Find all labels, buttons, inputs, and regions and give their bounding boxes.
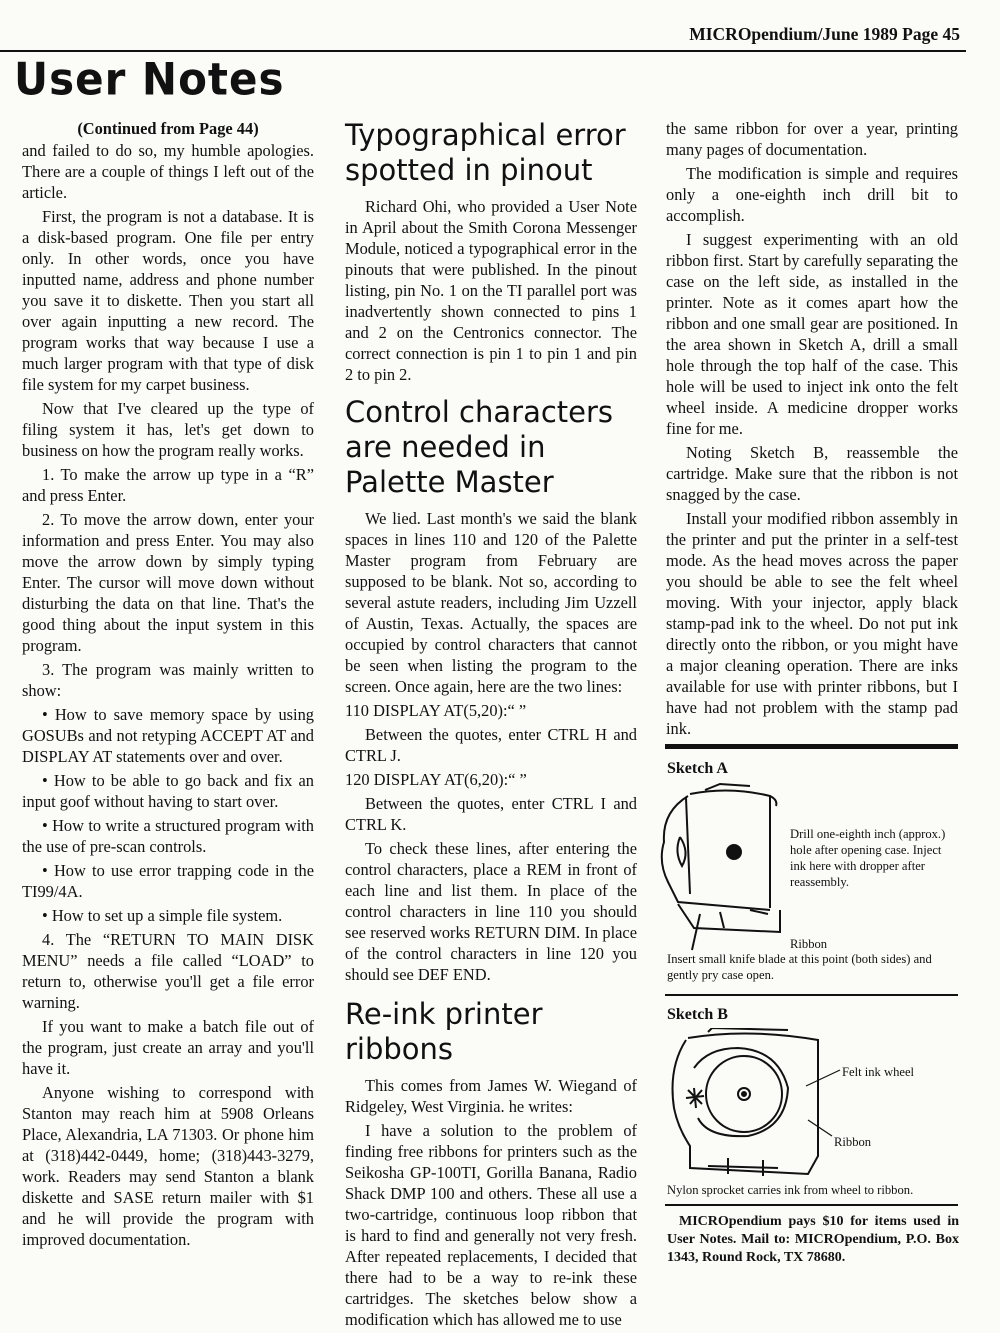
sketch-a-drawing [650,782,790,952]
paragraph: I suggest experimenting with an old ribbon first. Start by carefully separating the case on the left side, as installed in the printer. Note as it comes apart how the ribbon and one small gear are positioned. In the area shown in Sketch A, drill a small hole through the top half of the case. This hole will be used to inject ink onto the felt wheel inside. A medicine dropper works fine for me. [666,230,958,438]
paragraph: Noting Sketch B, reassemble the cartridge. Make sure that the ribbon is not snagged by the case. [666,443,958,504]
paragraph: Anyone wishing to correspond with Stanton may reach him at 5908 Orleans Place, Alexandria, LA 71303. Or phone him at (318)442-0449, home; (318)443-3279, work. Readers may send Stanton a blank diskette and SASE return mailer with $1 and he will provide the program with improved documentation. [22,1083,314,1249]
sketch-a-title: Sketch A [667,760,728,777]
paragraph: If you want to make a batch file out of the program, just create an array and you'll have it. [22,1017,314,1078]
paragraph: The modification is simple and requires only a one-eighth inch drill bit to accomplish. [666,164,958,225]
note-rule [665,1204,958,1206]
code-line-110: 110 DISPLAY AT(5,20):“ ” [345,701,527,720]
paragraph: To check these lines, after entering the control characters, place a REM in front of each line and list them. In place of the control characters in line 110 you should see reserved works RETURN DIM. In place of the control characters in line 120 you should see DEF END. [345,839,637,984]
paragraph: the same ribbon for over a year, printing many pages of documentation. [666,119,958,159]
paragraph: 2. To move the arrow down, enter your information and press Enter. You may also move the arrow down by simply typing Enter. The cursor will move down without disturbing the data on that line. That's the good thing about the input system in this program. [22,510,314,655]
sketch-b-title: Sketch B [667,1006,728,1023]
sketch-b-felt-label: Felt ink wheel [842,1065,915,1079]
sketch-a-ribbon-label: Ribbon [790,937,828,951]
bullet-item: • How to save memory space by using GOSUBs and not retyping ACCEPT AT and DISPLAY AT statements over and over. [22,705,314,766]
column-3 [666,118,958,742]
code-line-120: 120 DISPLAY AT(6,20):“ ” [345,770,527,789]
header-rule [0,50,966,52]
column-1 [22,118,314,1253]
paragraph: Now that I've cleared up the type of filing system it has, let's get down to business on how the program really works. [22,399,314,460]
bullet-item: • How to write a structured program with the use of pre-scan controls. [22,816,314,856]
bullet-item: • How to use error trapping code in the TI99/4A. [22,861,314,901]
paragraph: 4. The “RETURN TO MAIN DISK MENU” needs a file called “LOAD” to return to, otherwise you'll get a file error warning. [22,930,314,1012]
submission-note: MICROpendium pays $10 for items used in User Notes. Mail to: MICROpendium, P.O. Box 1343, Round Rock, TX 78680. [667,1214,959,1265]
paragraph: Richard Ohi, who provided a User Note in April about the Smith Corona Messenger Module, noticed a typographical error in the pinouts that were published. In the pinout listing, pin No. 1 on the TI parallel port was inadvertently shown connected to pins 1 and 2 on the Centronics connector. The correct connection is pin 1 to pin 1 and pin 2 to pin 2. [345,197,637,384]
headline-control-characters: Control characters are needed in Palette Master [345,395,614,499]
sketch-b-leaders [800,1060,844,1140]
sketch-b-rule [665,994,958,996]
paragraph: 3. The program was mainly written to show: [22,660,314,700]
bullet-item: • How to set up a simple file system. [42,906,283,925]
sketch-a-knife-label: Insert small knife blade at this point (both sides) and gently pry case open. [667,952,932,982]
paragraph: This comes from James W. Wiegand of Ridgeley, West Virginia. he writes: [345,1076,637,1116]
sketch-a-rule [665,744,958,749]
sketch-b-nylon-label: Nylon sprocket carries ink from wheel to ribbon. [667,1183,914,1197]
paragraph: Between the quotes, enter CTRL I and CTRL K. [345,794,637,834]
column-2 [345,118,637,1333]
paragraph: and failed to do so, my humble apologies. There are a couple of things I left out of the article. [22,141,314,202]
sketch-b-ribbon-label: Ribbon [834,1135,872,1149]
paragraph: 1. To make the arrow up type in a “R” and press Enter. [22,465,314,505]
headline-typo-error: Typographical error spotted in pinout [345,118,626,187]
bullet-item: • How to be able to go back and fix an input goof without having to start over. [22,771,314,811]
running-head: MICROpendium/June 1989 Page 45 [689,24,960,44]
continued-note: (Continued from Page 44) [77,119,259,138]
paragraph: First, the program is not a database. It is a disk-based program. One file per entry only. In other words, once you have inputted name, address and phone number you save it to diskette. Then you start all over again inputting a new record. The program works that way because I use a much larger program with that type of disk file system for my carpet business. [22,207,314,394]
paragraph: I have a solution to the problem of finding free ribbons for printers such as the Seikosha GP-100TI, Gorilla Banana, Radio Shack DMP 100 and others. These all use a two-cartridge, continuous loop ribbon that is hard to find and generally not very fresh. After repeated replacements, I decided that there had to be a way to re-ink these cartridges. The sketches below show a modification which has allowed me to use [345,1121,637,1329]
paragraph: We lied. Last month's we said the blank spaces in lines 110 and 120 of the Palette Master program from February are supposed to be blank. Not so, according to several astute readers, including Jim Uzzell of Austin, Texas. Actually, the spaces are occupied by control characters that cannot be seen when listing the program to the screen. Once again, here are the two lines: [345,509,637,696]
sketch-a-drill-label: Drill one-eighth inch (approx.) hole after opening case. Inject ink here with dropper after reassembly. [790,827,946,889]
section-title: User Notes [14,53,285,106]
paragraph: Install your modified ribbon assembly in the printer and put the printer in a self-test mode. As the head moves across the paper you should be able to see the felt wheel moving. With your injector, apply black stamp-pad ink to the wheel. Do not put ink directly onto the ribbon, or you might have a major cleaning operation. There are inks available for use with printer ribbons, but I have had not problem with the stamp pad ink. [666,509,958,738]
headline-re-ink: Re-ink printer ribbons [345,997,543,1066]
paragraph: Between the quotes, enter CTRL H and CTRL J. [345,725,637,765]
